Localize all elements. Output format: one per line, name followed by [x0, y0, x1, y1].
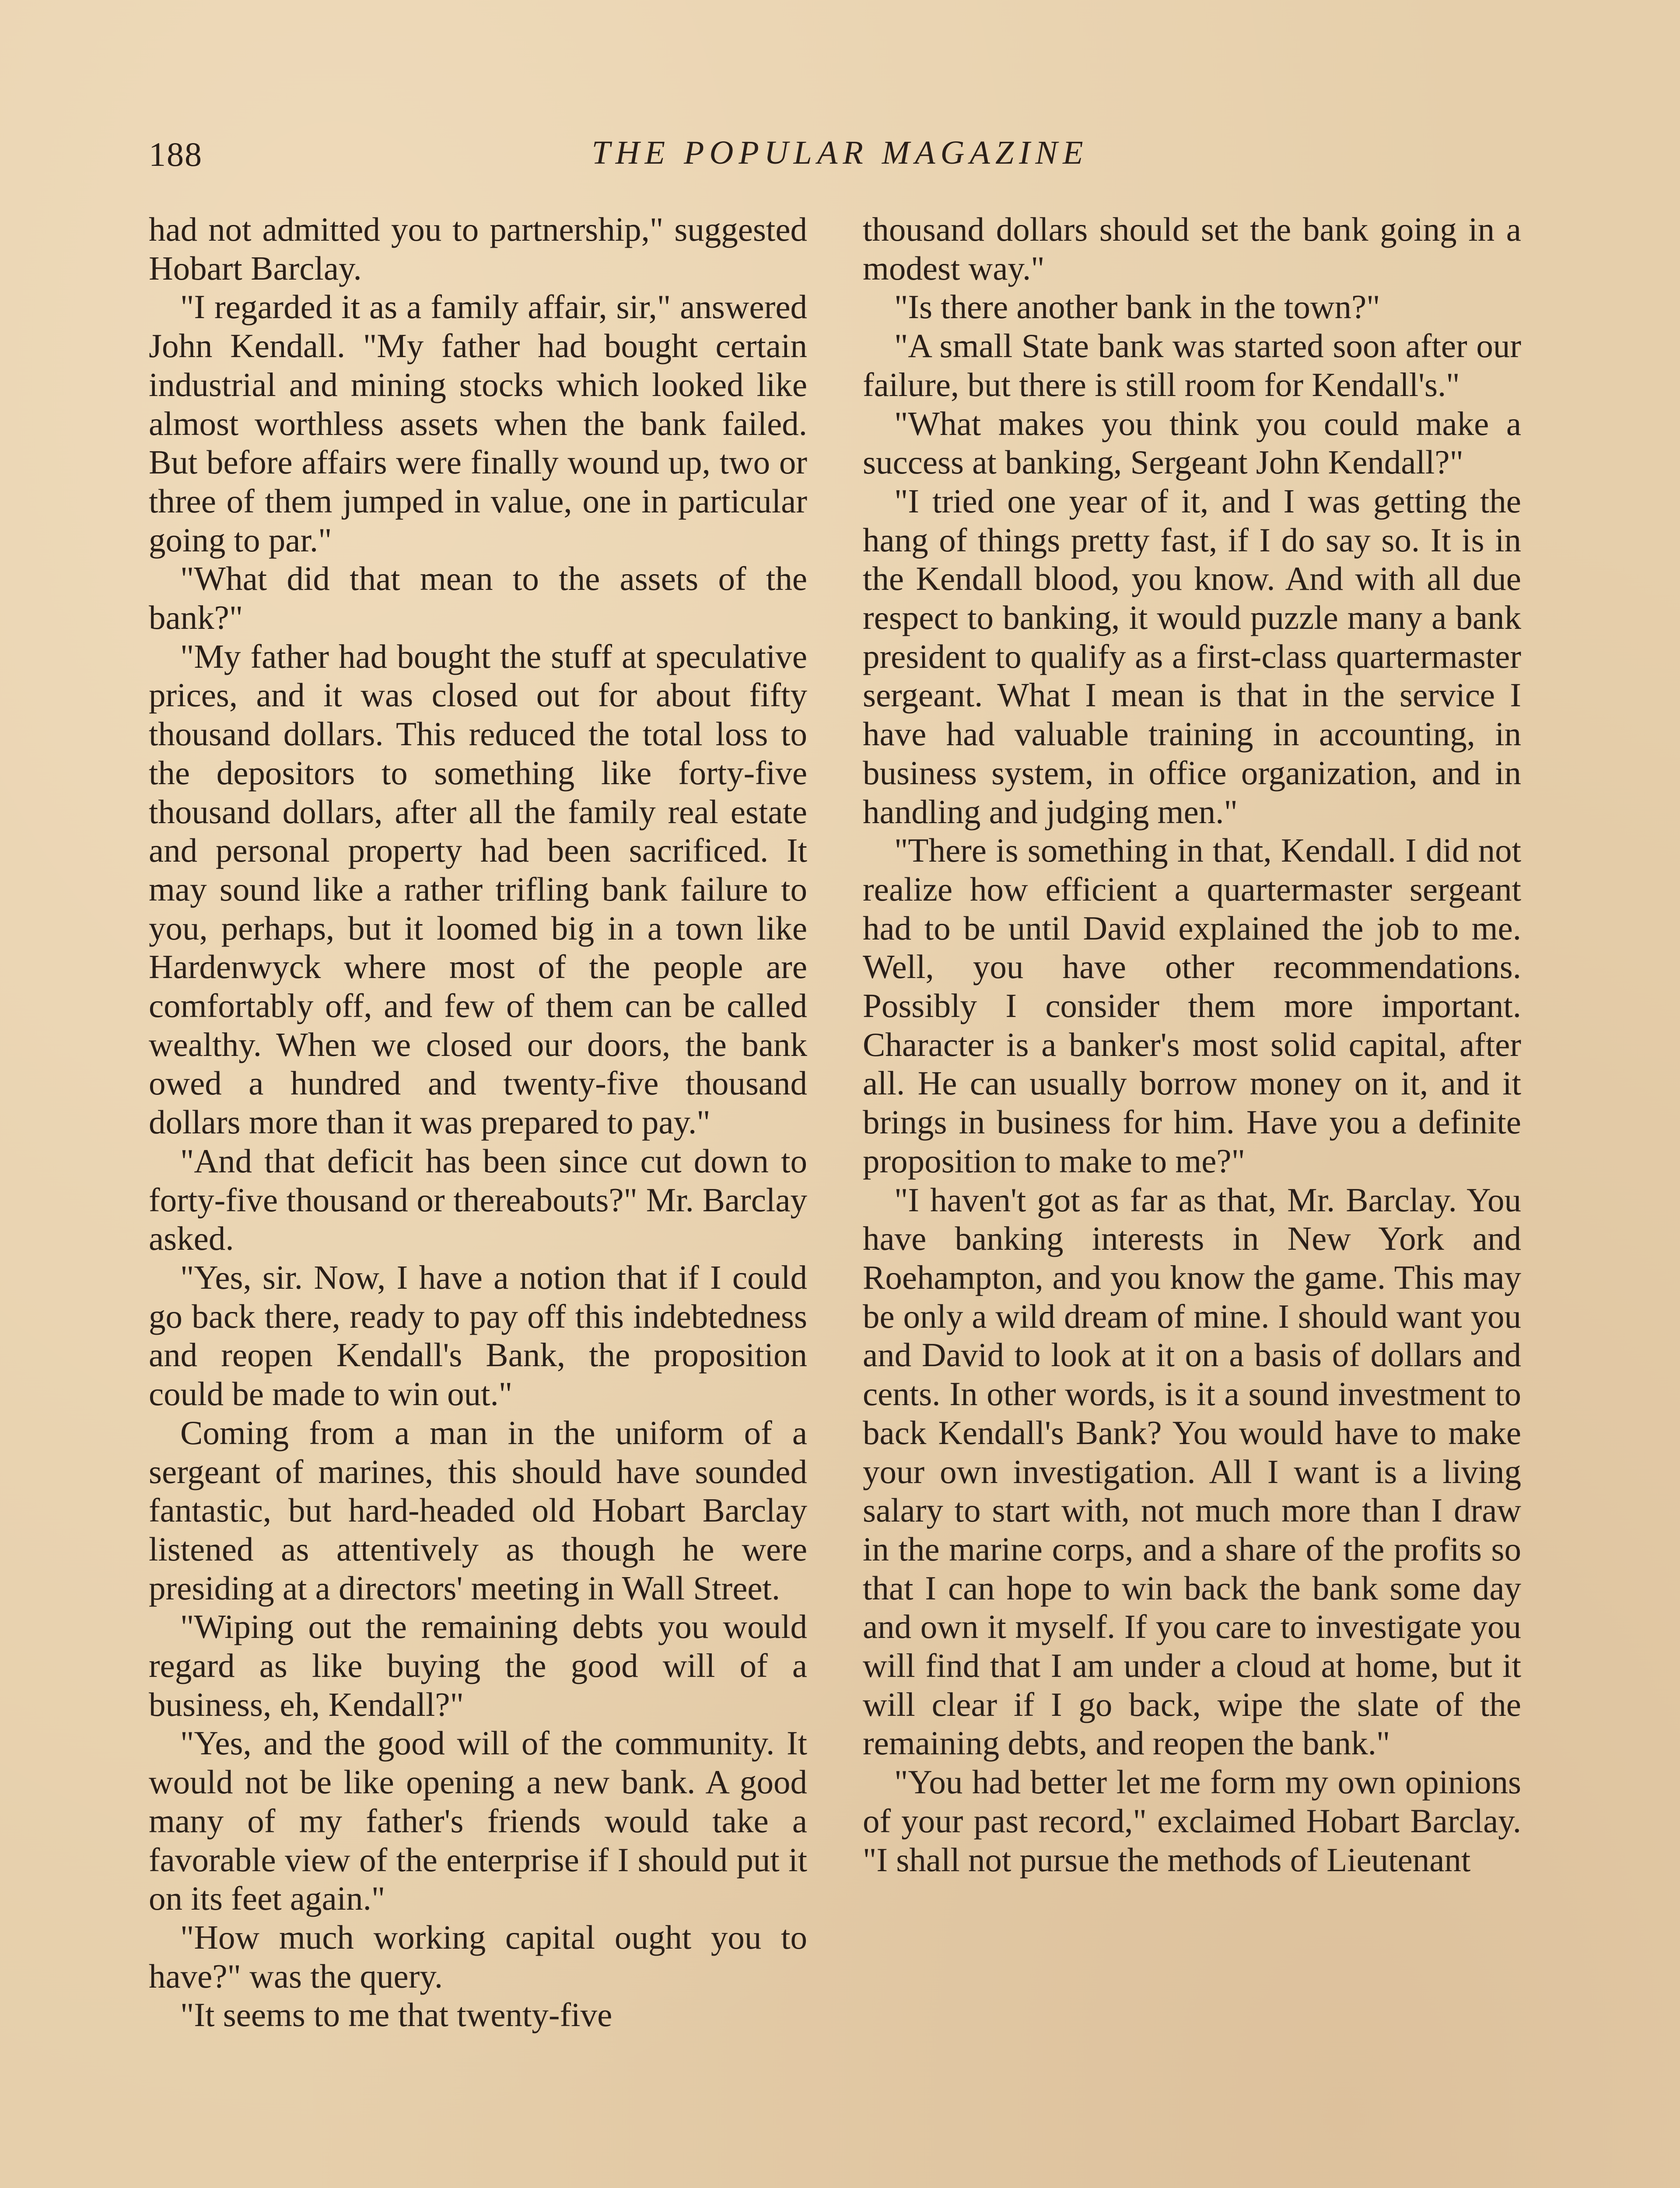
paragraph: "Yes, sir. Now, I have a notion that if I could go back there, ready to pay off this indebtedness and reopen Kendall's Bank, the proposition could be made to win out." [149, 1258, 807, 1413]
paragraph: "Wiping out the remaining debts you would regard as like buying the good will of a business, eh, Kendall?" [149, 1608, 807, 1723]
paragraph: "I tried one year of it, and I was getting the hang of things pretty fast, if I do say so. It is in the Kendall blood, you know. And with all due respect to banking, it would puzzle many a bank president to qualify as a first-class quartermaster sergeant. What I mean is that in the service I have had valuable training in accounting, in business system, in office organization, and in handling and judging men." [863, 482, 1521, 831]
paragraph: "And that deficit has been since cut down to forty-five thousand or thereabouts?" Mr. Barclay asked. [149, 1142, 807, 1258]
left-column [149, 210, 807, 2034]
running-title: THE POPULAR MAGAZINE [592, 134, 1088, 171]
paragraph: thousand dollars should set the bank going in a modest way." [863, 210, 1521, 287]
page-number: 188 [149, 135, 203, 173]
paragraph: "I regarded it as a family affair, sir," answered John Kendall. "My father had bought certain industrial and mining stocks which looked like almost worthless assets when the bank failed. But before affairs were finally wound up, two or three of them jumped in value, one in particular going to par." [149, 288, 807, 559]
paragraph: Coming from a man in the uniform of a sergeant of marines, this should have sounded fantastic, but hard-headed old Hobart Barclay listened as attentively as though he were presiding at a directors' meeting in Wall Street. [149, 1413, 807, 1607]
paragraph: "A small State bank was started soon after our failure, but there is still room for Kendall's." [863, 327, 1521, 403]
paragraph: had not admitted you to partnership," suggested Hobart Barclay. [149, 210, 807, 287]
paragraph: "My father had bought the stuff at speculative prices, and it was closed out for about fifty thousand dollars. This reduced the total loss to the depositors to something like forty-five thousand dollars, after all the family real estate and personal property had been sacrificed. It may sound like a rather trifling bank failure to you, perhaps, but it loomed big in a town like Hardenwyck where most of the people are comfortably off, and few of them can be called wealthy. When we closed our doors, the bank owed a hundred and twenty-five thousand dollars more than it was prepared to pay." [149, 637, 807, 1141]
paragraph: "What makes you think you could make a success at banking, Sergeant John Kendall?" [863, 404, 1521, 481]
paragraph: "What did that mean to the assets of the bank?" [149, 560, 807, 637]
paragraph: "Yes, and the good will of the community. It would not be like opening a new bank. A good many of my father's friends would take a favorable view of the enterprise if I should put it on its feet again." [149, 1724, 807, 1918]
paragraph: "It seems to me that twenty-five [180, 1996, 612, 2034]
paragraph: "There is something in that, Kendall. I did not realize how efficient a quartermaster sergeant had to be until David explained the job to me. Well, you have other recommendations. Possibly I consider them more important. Character is a banker's most solid capital, after all. He can usually borrow money on it, and it brings in business for him. Have you a definite proposition to make to me?" [863, 831, 1521, 1180]
paragraph: "Is there another bank in the town?" [894, 288, 1380, 326]
paragraph: "How much working capital ought you to have?" was the query. [149, 1918, 807, 1995]
page-header [149, 131, 1531, 179]
paragraph: "I haven't got as far as that, Mr. Barclay. You have banking interests in New York and Roehampton, and you know the game. This may be only a wild dream of mine. I should want you and David to look at it on a basis of dollars and cents. In other words, is it a sound investment to back Kendall's Bank? You would have to make your own investigation. All I want is a living salary to start with, not much more than I draw in the marine corps, and a share of the profits so that I can hope to win back the bank some day and own it myself. If you care to investigate you will find that I am under a cloud at home, but it will clear if I go back, wipe the slate of the remaining debts, and reopen the bank." [863, 1181, 1521, 1762]
right-column [863, 210, 1521, 1879]
paragraph: "You had better let me form my own opinions of your past record," exclaimed Hobart Barclay. "I shall not pursue the methods of Lieutenant [863, 1763, 1521, 1879]
